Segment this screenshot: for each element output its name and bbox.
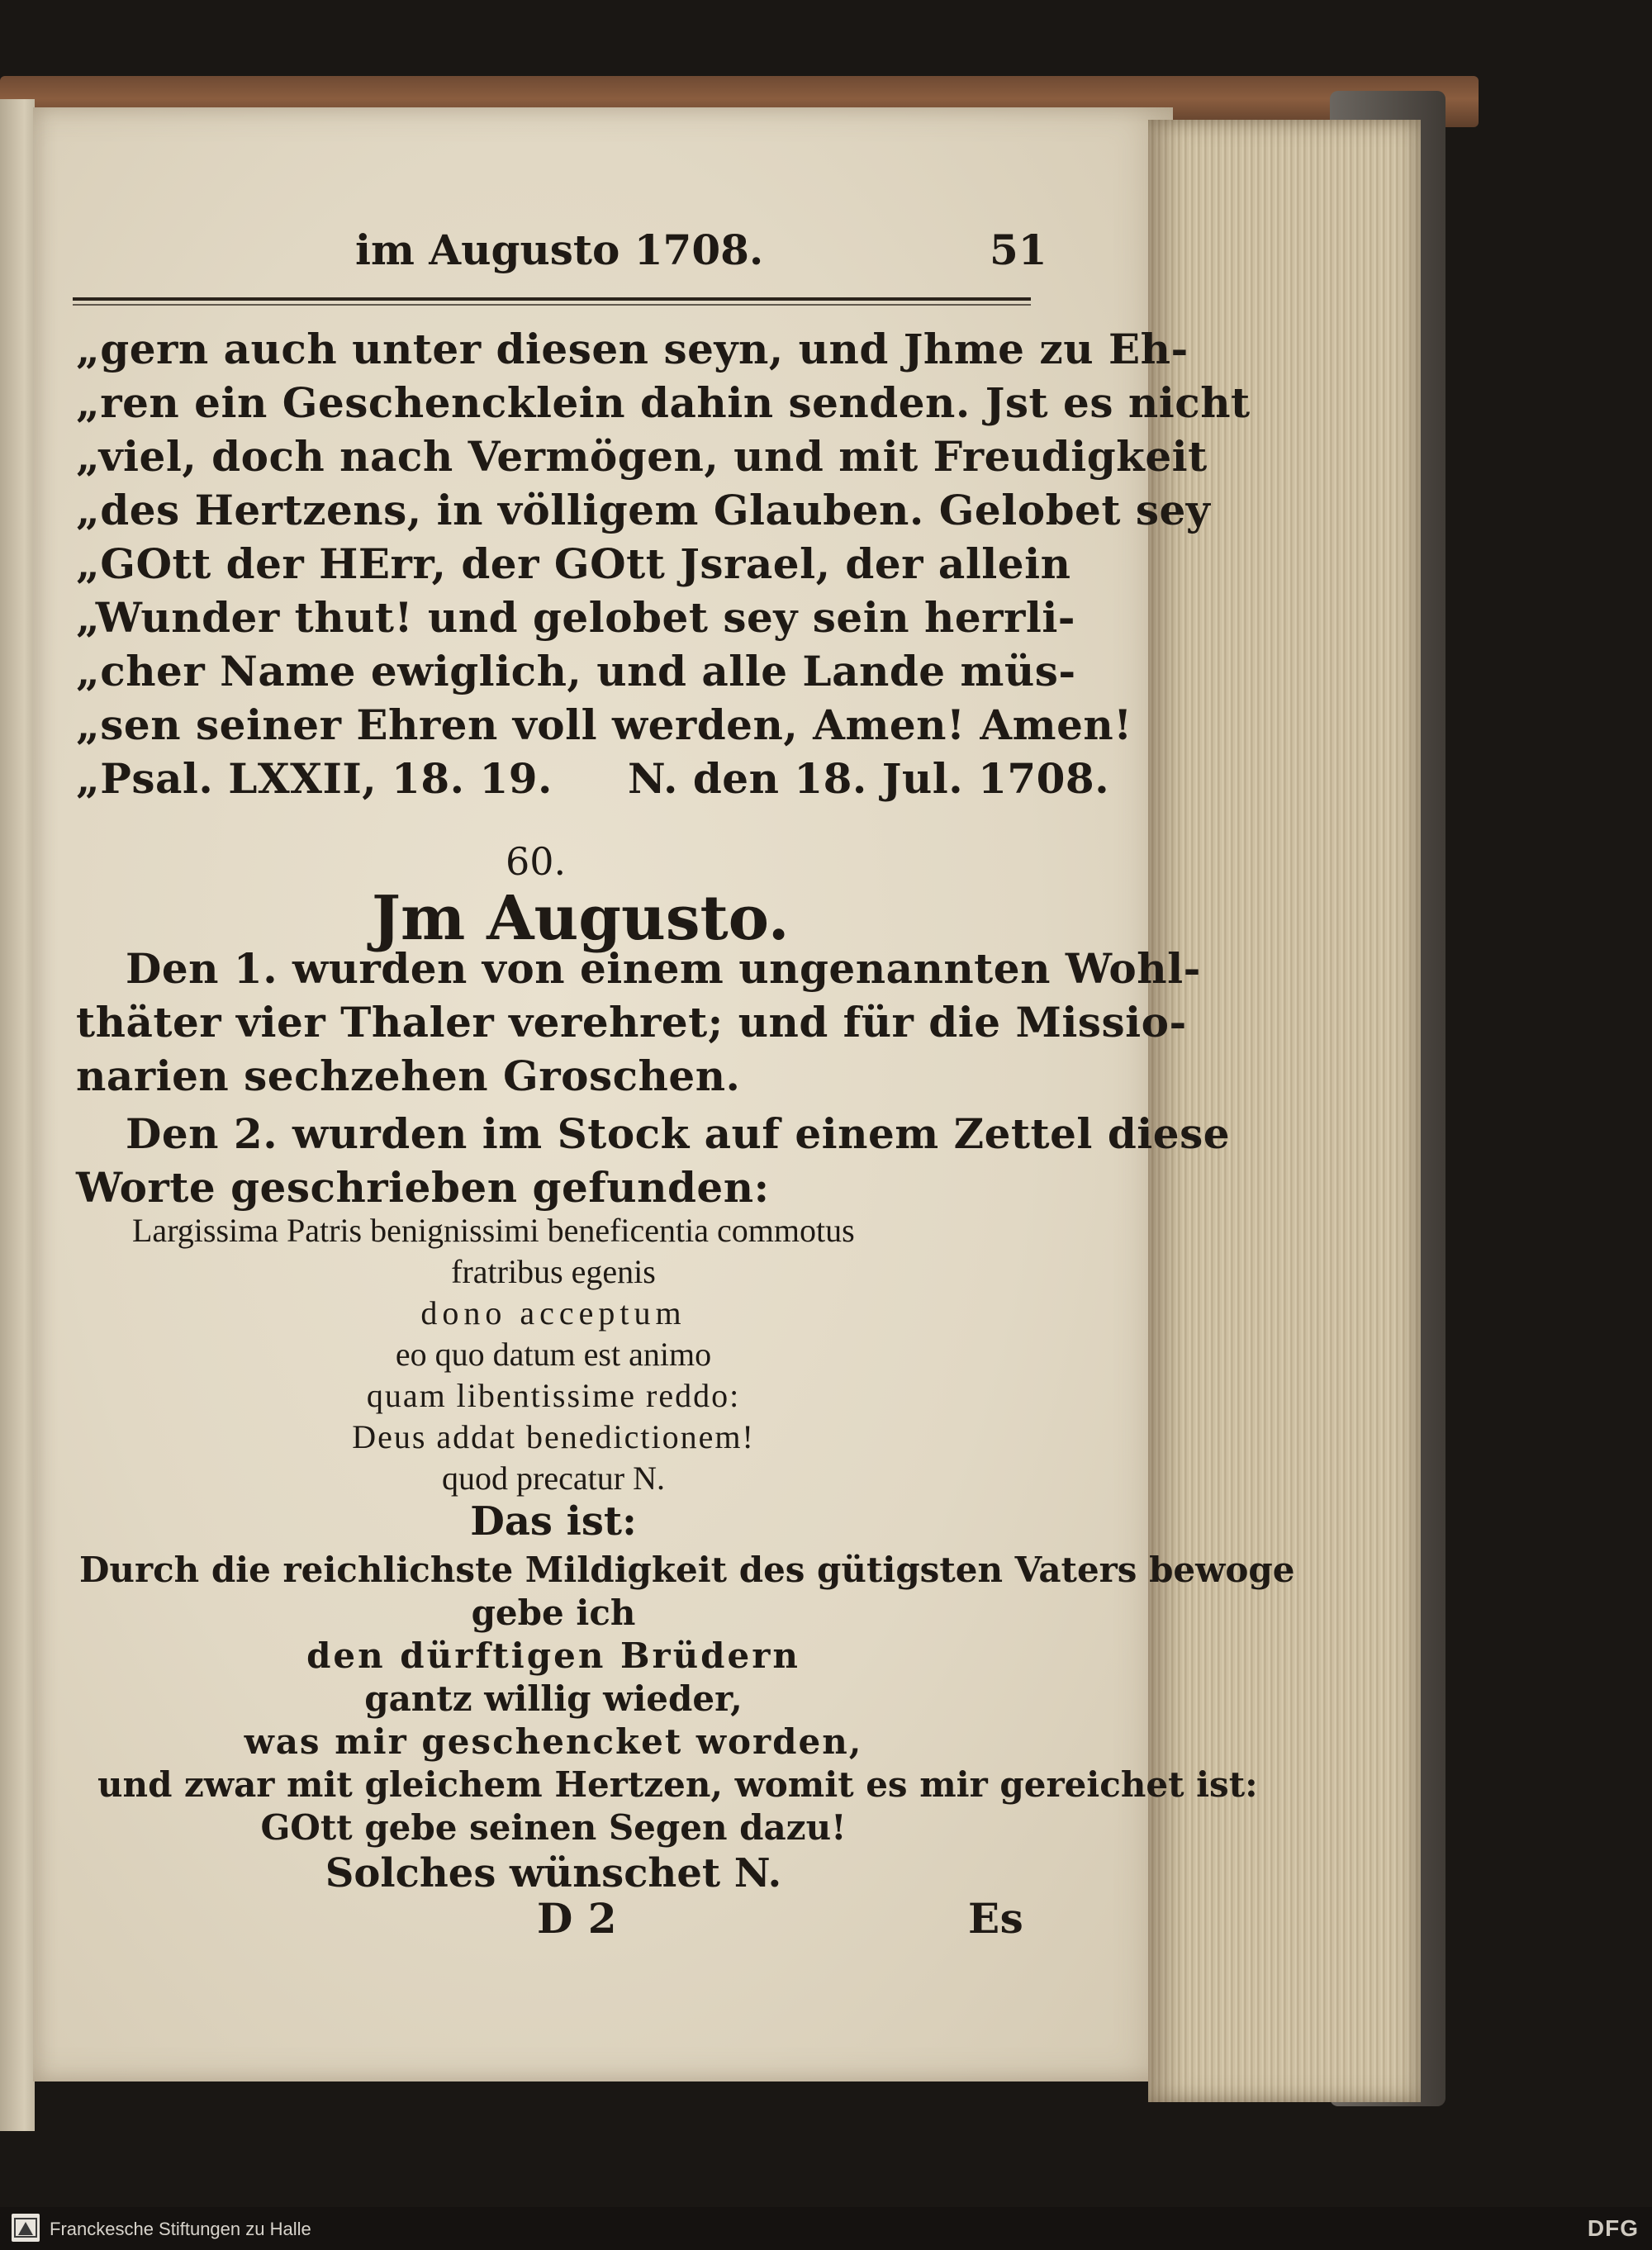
text-line: „des Hertzens, in völligem Glauben. Gelobet sey <box>76 486 1211 534</box>
latin-verse-line: quod precatur N. <box>442 1460 665 1497</box>
latin-verse-line: quam libentissime reddo: <box>366 1377 741 1414</box>
institution-logo-icon <box>12 2214 40 2242</box>
latin-verse-line: dono acceptum <box>420 1294 686 1331</box>
text-line: „sen seiner Ehren voll werden, Amen! Amen! <box>76 700 1132 749</box>
citation: „Psal. LXXII, 18. 19. <box>76 754 553 803</box>
latin-verse-line: fratribus egenis <box>451 1253 656 1290</box>
institution-name: Franckesche Stiftungen zu Halle <box>50 2219 311 2239</box>
catchword: Es <box>968 1894 1024 1943</box>
text-line: Den 1. wurden von einem ungenannten Wohl- <box>126 944 1201 993</box>
running-head: im Augusto 1708. <box>355 225 764 274</box>
latin-verse-line: Largissima Patris benignissimi beneficentia commotus <box>132 1212 855 1249</box>
text-line: narien sechzehen Groschen. <box>76 1051 741 1100</box>
page-number: 51 <box>990 225 1047 274</box>
section-title: Jm Augusto. <box>372 883 790 954</box>
german-verse-line: was mir geschencket worden, <box>244 1721 863 1762</box>
german-verse-line: und zwar mit gleichem Hertzen, womit es mir gereichet ist: <box>97 1764 1258 1805</box>
german-verse-line: den dürftigen Brüdern <box>306 1635 800 1676</box>
german-verse-line: gebe ich <box>471 1593 636 1633</box>
german-verse-line: Durch die reichlichste Mildigkeit des gütigsten Vaters bewoge <box>79 1550 1295 1590</box>
text-line: „Wunder thut! und gelobet sey sein herrli- <box>76 593 1076 642</box>
text-line: „ren ein Geschencklein dahin senden. Jst es nicht <box>76 378 1251 427</box>
dateline: N. den 18. Jul. 1708. <box>628 754 1110 803</box>
text-line: „gern auch unter diesen seyn, und Jhme zu Eh- <box>76 325 1189 373</box>
text-line: Den 2. wurden im Stock auf einem Zettel diese <box>126 1109 1231 1158</box>
header-rule <box>73 297 1031 301</box>
latin-verse-line: Deus addat benedictionem! <box>352 1418 755 1455</box>
viewer-footer <box>0 2207 1652 2250</box>
dfg-logo: DFG <box>1587 2215 1639 2241</box>
text-line: thäter vier Thaler verehret; und für die Missio- <box>76 998 1187 1047</box>
text-line: „cher Name ewiglich, und alle Lande müs- <box>76 647 1076 695</box>
das-ist-heading: Das ist: <box>470 1498 637 1545</box>
german-verse-line: Solches wünschet N. <box>325 1850 782 1896</box>
header-rule-thin <box>73 304 1031 306</box>
german-verse-line: gantz willig wieder, <box>364 1678 743 1719</box>
text-line: „GOtt der HErr, der GOtt Jsrael, der allein <box>76 539 1071 588</box>
entry-number: 60. <box>506 839 567 884</box>
text-line: „viel, doch nach Vermögen, und mit Freudigkeit <box>76 432 1208 481</box>
german-verse-line: GOtt gebe seinen Segen dazu! <box>260 1807 847 1848</box>
latin-verse-line: eo quo datum est animo <box>395 1336 712 1373</box>
text-line: Worte geschrieben gefunden: <box>76 1163 770 1212</box>
signature-mark: D 2 <box>537 1894 618 1943</box>
